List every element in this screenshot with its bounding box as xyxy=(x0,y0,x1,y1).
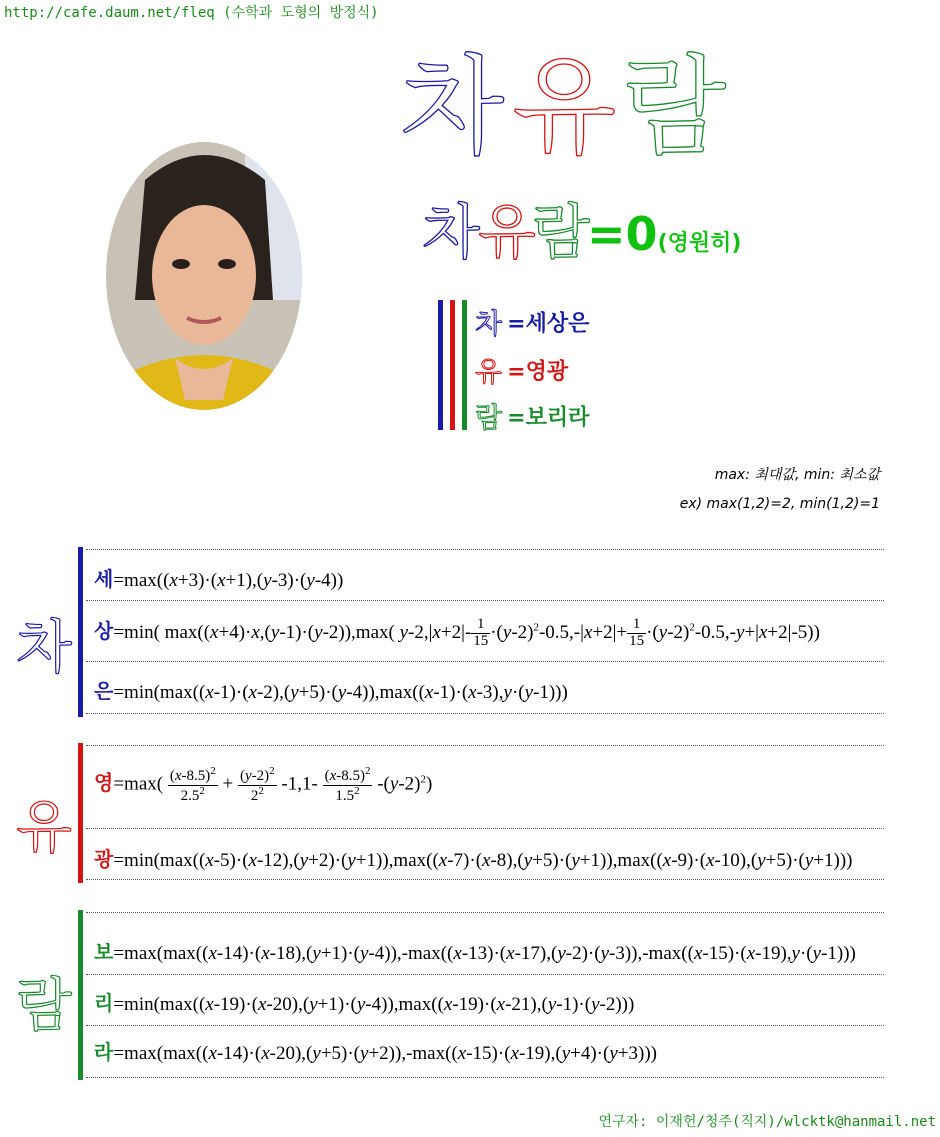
title-char-cha: 차 xyxy=(400,45,505,170)
divider xyxy=(86,828,884,829)
eq-char-ram: 람 xyxy=(532,198,590,268)
divider xyxy=(86,661,884,662)
divider xyxy=(86,1025,884,1026)
title-char-ram: 람 xyxy=(622,45,727,170)
section-label-yu: 유 xyxy=(16,793,73,861)
divider xyxy=(86,974,884,975)
divider xyxy=(86,713,884,714)
equals-zero-note: (영원히) xyxy=(657,231,742,256)
section-label-cha: 차 xyxy=(16,613,73,681)
legend-bar-green xyxy=(462,300,467,430)
legend-row-cha xyxy=(475,302,589,342)
divider xyxy=(86,1077,884,1078)
equation-bo: 보=max(max((x-14)·(x-18),(y+1)·(y-4)),-max((x-13)·(x-17),(y-2)·(y-3)),-max((x-15)·(x-19),y·(y-1))) xyxy=(94,940,856,964)
equals-zero xyxy=(587,207,741,261)
legend-row-yu xyxy=(475,350,568,390)
legend-bar-blue xyxy=(438,300,443,430)
section-label-ram: 람 xyxy=(16,971,73,1039)
divider xyxy=(86,879,884,880)
author-credit: 연구자: 이재헌/청주(직지)/wlcktk@hanmail.net xyxy=(598,1114,936,1130)
note-max-min: max: 최대값, min: 최소값 xyxy=(714,467,880,483)
legend-sym-yu: 유 xyxy=(475,355,503,388)
equation-gwang: 광=min(max((x-5)·(x-12),(y+2)·(y+1)),max((x-7)·(x-8),(y+5)·(y+1)),max((x-9)·(x-10),(y+5)·(y+1))) xyxy=(94,847,853,871)
eq-char-cha: 차 xyxy=(422,198,480,268)
eq-char-yu: 유 xyxy=(478,198,536,268)
cafe-url-link[interactable]: http://cafe.daum.net/fleq (수학과 도형의 방정식) xyxy=(4,5,379,21)
equation-eun: 은=min(max((x-1)·(x-2),(y+5)·(y-4)),max((x-1)·(x-3),y·(y-1))) xyxy=(94,679,568,703)
divider xyxy=(86,745,884,746)
equation-ri: 리=min(max((x-19)·(x-20),(y+1)·(y-4)),max((x-19)·(x-21),(y-1)·(y-2))) xyxy=(94,991,635,1015)
divider xyxy=(86,600,884,601)
divider xyxy=(86,549,884,550)
legend-sym-ram: 람 xyxy=(475,401,503,434)
equation-ra: 라=max(max((x-14)·(x-20),(y+5)·(y+2)),-max((x-15)·(x-19),(y+4)·(y+3))) xyxy=(94,1040,657,1064)
section-bar-ram xyxy=(78,910,83,1080)
legend-row-ram xyxy=(475,396,589,436)
section-bar-yu xyxy=(78,743,83,883)
legend-text-yu: =영광 xyxy=(507,359,569,385)
note-example: ex) max(1,2)=2, min(1,2)=1 xyxy=(679,496,880,512)
legend-bar-red xyxy=(450,300,455,430)
legend-text-ram: =보리라 xyxy=(507,405,590,431)
divider xyxy=(86,912,884,913)
legend-text-cha: =세상은 xyxy=(507,311,590,337)
legend-sym-cha: 차 xyxy=(475,307,503,340)
equation-se: 세=max((x+3)·(x+1),(y-3)·(y-4)) xyxy=(94,567,344,591)
portrait-photo xyxy=(105,140,303,412)
title-char-yu: 유 xyxy=(512,45,617,170)
equals-zero-text: =0 xyxy=(587,207,658,261)
section-bar-cha xyxy=(78,547,83,717)
equation-sang: 상=min( max((x+4)·x,(y-1)·(y-2)),max( y-2,|x+2|- $\frac{1}{15}$ $\cdot(y-2)^2-0.5,-|x+2|+$ $\frac{1}{15}$ $\cdot(y-2)^2-0.5,-y+|x+2|-5$)) xyxy=(94,616,820,650)
equation-yeong: 영=max( $\frac{(x-8.5)^2}{2.5^2}$ + $\frac{(y-2)^2}{2^2}$ -1,1- $\frac{(x-8.5)^2}{1.5^2}$ $-(y-2)^2$) xyxy=(94,765,433,804)
